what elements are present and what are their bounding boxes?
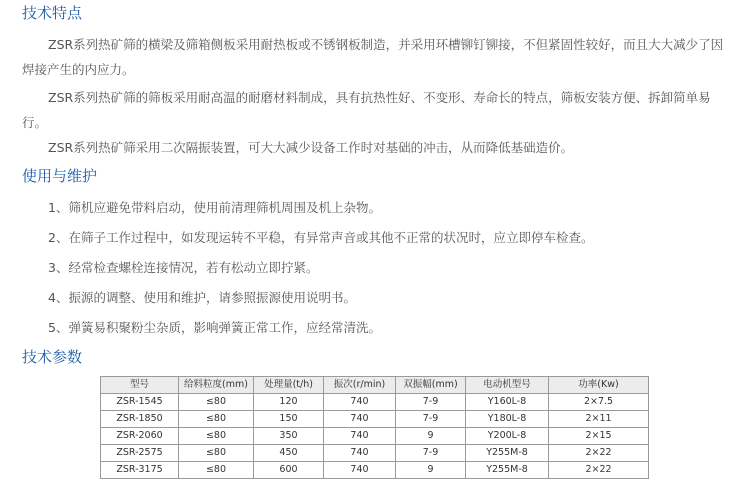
header-frequency: 振次(r/min) (324, 377, 396, 394)
cell-power: 2×22 (549, 462, 649, 479)
cell-feed-size: ≤80 (179, 445, 254, 462)
cell-motor-model: Y180L-8 (466, 411, 549, 428)
cell-power: 2×11 (549, 411, 649, 428)
cell-frequency: 740 (324, 462, 396, 479)
cell-feed-size: ≤80 (179, 394, 254, 411)
maintenance-item-1: 1、筛机应避免带料启动，使用前清理筛机周围及机上杂物。 (48, 200, 381, 215)
params-table (100, 376, 649, 479)
header-capacity: 处理量(t/h) (254, 377, 324, 394)
features-heading: 技术特点 (22, 4, 83, 22)
cell-power: 2×22 (549, 445, 649, 462)
maintenance-item-2: 2、在筛子工作过程中，如发现运转不平稳，有异常声音或其他不正常的状况时，应立即停车检查。 (48, 230, 594, 245)
cell-capacity: 120 (254, 394, 324, 411)
table-row (101, 411, 649, 428)
features-paragraph-3 (22, 135, 727, 160)
table-row (101, 428, 649, 445)
cell-motor-model: Y255M-8 (466, 462, 549, 479)
table-row (101, 394, 649, 411)
header-amplitude: 双振幅(mm) (396, 377, 466, 394)
params-heading: 技术参数 (22, 348, 83, 366)
features-paragraph-2-text: ZSR系列热矿筛的筛板采用耐高温的耐磨材料制成，具有抗热性好、不变形、寿命长的特点，筛板安装方便、拆卸简单易行。 (22, 90, 711, 130)
features-paragraph-3-text: ZSR系列热矿筛采用二次隔振装置，可大大减少设备工作时对基础的冲击，从而降低基础造价。 (48, 140, 574, 155)
cell-power: 2×7.5 (549, 394, 649, 411)
table-row (101, 462, 649, 479)
cell-capacity: 600 (254, 462, 324, 479)
header-model: 型号 (101, 377, 179, 394)
cell-capacity: 350 (254, 428, 324, 445)
cell-feed-size: ≤80 (179, 411, 254, 428)
cell-model: ZSR-1545 (101, 394, 179, 411)
header-power: 功率(Kw) (549, 377, 649, 394)
cell-frequency: 740 (324, 428, 396, 445)
cell-amplitude: 7-9 (396, 394, 466, 411)
cell-motor-model: Y160L-8 (466, 394, 549, 411)
cell-model: ZSR-3175 (101, 462, 179, 479)
cell-feed-size: ≤80 (179, 428, 254, 445)
maintenance-heading: 使用与维护 (22, 167, 98, 185)
features-paragraph-2 (22, 85, 727, 135)
features-paragraph-1-text: ZSR系列热矿筛的横梁及筛箱侧板采用耐热板或不锈钢板制造，并采用环槽铆钉铆接，不但紧固性较好，而且大大减少了因焊接产生的内应力。 (22, 37, 724, 77)
maintenance-item-5: 5、弹簧易积聚粉尘杂质，影响弹簧正常工作，应经常清洗。 (48, 320, 381, 335)
cell-capacity: 150 (254, 411, 324, 428)
cell-motor-model: Y200L-8 (466, 428, 549, 445)
cell-power: 2×15 (549, 428, 649, 445)
cell-model: ZSR-1850 (101, 411, 179, 428)
cell-amplitude: 7-9 (396, 445, 466, 462)
cell-feed-size: ≤80 (179, 462, 254, 479)
table-row (101, 445, 649, 462)
cell-frequency: 740 (324, 394, 396, 411)
cell-frequency: 740 (324, 445, 396, 462)
cell-amplitude: 9 (396, 462, 466, 479)
header-motor-model: 电动机型号 (466, 377, 549, 394)
cell-motor-model: Y255M-8 (466, 445, 549, 462)
cell-capacity: 450 (254, 445, 324, 462)
header-feed-size: 给料粒度(mm) (179, 377, 254, 394)
cell-amplitude: 7-9 (396, 411, 466, 428)
cell-model: ZSR-2575 (101, 445, 179, 462)
cell-model: ZSR-2060 (101, 428, 179, 445)
maintenance-item-3: 3、经常检查螺栓连接情况，若有松动立即拧紧。 (48, 260, 319, 275)
maintenance-item-4: 4、振源的调整、使用和维护，请参照振源使用说明书。 (48, 290, 356, 305)
cell-frequency: 740 (324, 411, 396, 428)
table-header-row (101, 377, 649, 394)
cell-amplitude: 9 (396, 428, 466, 445)
features-paragraph-1 (22, 32, 727, 82)
